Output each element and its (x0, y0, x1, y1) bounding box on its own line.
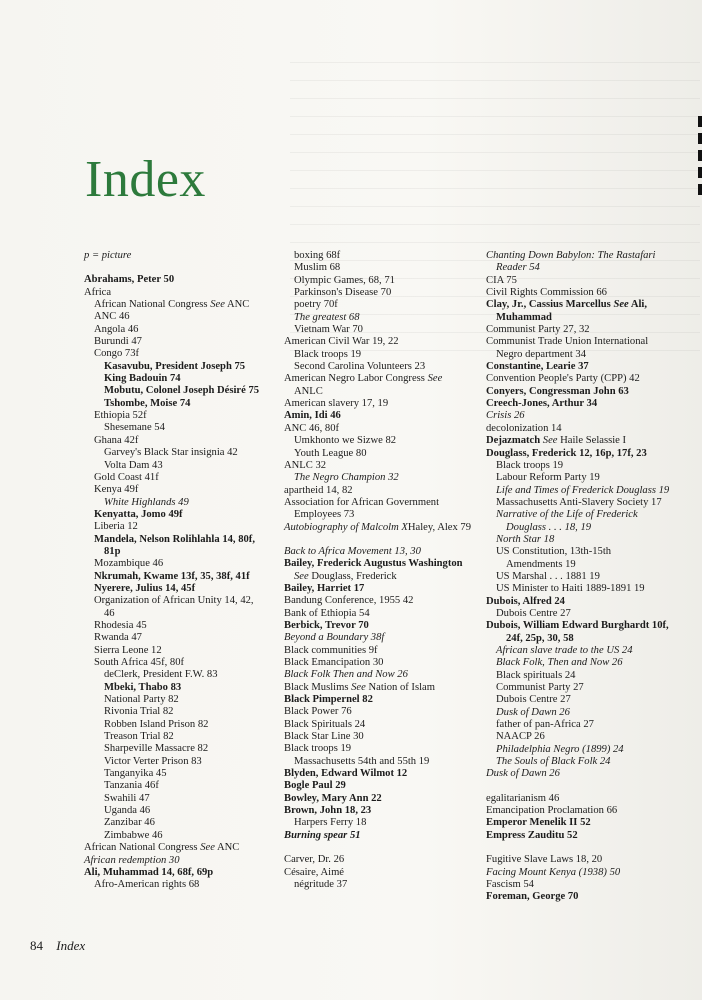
index-entry: Empress Zauditu 52 (486, 829, 578, 841)
index-subentry: Uganda 46 (104, 805, 151, 817)
page-footer (30, 938, 85, 954)
index-subentry: Gold Coast 41f (94, 471, 159, 483)
index-subentry: Zanzibar 46 (104, 817, 155, 829)
index-entry: Carver, Dr. 26 (284, 854, 345, 866)
index-subentry: Kenya 49f (94, 484, 139, 496)
index-entry: Black Star Line 30 (284, 731, 364, 743)
index-subentry: Angola 46 (94, 323, 139, 335)
index-entry-continued: Muhammad (496, 311, 552, 323)
index-entry: CIA 75 (486, 274, 517, 286)
index-subentry: Ethiopia 52f (94, 410, 147, 422)
index-column-2 (284, 250, 484, 891)
index-entry: Black Folk Then and Now 26 (284, 669, 408, 681)
index-subentry: Nkrumah, Kwame 13f, 35, 38f, 41f (94, 570, 250, 582)
index-subentry: Second Carolina Volunteers 23 (294, 361, 426, 373)
index-subentry-continued: 46 (104, 607, 115, 619)
page-title: Index (85, 151, 206, 208)
index-subentry: Youth League 80 (294, 447, 367, 459)
index-subentry: Black troops 19 (294, 348, 362, 360)
index-subentry: Mandela, Nelson Rolihlahla 14, 80f, (94, 533, 255, 545)
index-subentry: Black spirituals 24 (496, 669, 576, 681)
index-entry: Chanting Down Babylon: The Rastafari (486, 250, 656, 261)
index-entry: Fugitive Slave Laws 18, 20 (486, 854, 603, 866)
index-subentry: Garvey's Black Star insignia 42 (104, 447, 238, 459)
index-column-1 (84, 250, 284, 892)
index-entry-continued: Employees 73 (294, 509, 355, 521)
index-entry: Abrahams, Peter 50 (84, 274, 175, 286)
index-subentry: Rwanda 47 (94, 632, 142, 644)
index-subentry-continued: Douglass . . . 18, 19 (506, 521, 592, 533)
index-subentry: Parkinson's Disease 70 (294, 287, 392, 299)
index-subentry: African slave trade to the US 24 (496, 645, 633, 656)
edge-tab-mark (698, 116, 702, 127)
index-subentry: Volta Dam 43 (104, 459, 163, 471)
index-entry: Civil Rights Commission 66 (486, 287, 607, 299)
index-subentry: Rivonia Trial 82 (104, 706, 174, 718)
index-subentry-continued: 81p (104, 545, 121, 557)
index-subentry: Mbeki, Thabo 83 (104, 681, 182, 693)
index-subentry: Philadelphia Negro (1899) 24 (496, 743, 624, 755)
index-entry: Dubois, Alfred 24 (486, 595, 565, 607)
index-entry-continued: Negro department 34 (496, 348, 587, 360)
index-entry: Bandung Conference, 1955 42 (284, 595, 414, 607)
index-entry-continued: ANLC (294, 385, 323, 397)
index-subentry: Mozambique 46 (94, 558, 164, 570)
index-entry: Berbick, Trevor 70 (284, 619, 369, 631)
index-subentry: US Marshal . . . 1881 19 (496, 570, 600, 582)
index-entry: Césaire, Aimé (284, 866, 345, 878)
index-subentry: Rhodesia 45 (94, 619, 147, 631)
index-entry: Facing Mount Kenya (1938) 50 (486, 866, 621, 878)
index-entry: Back to Africa Movement 13, 30 (284, 545, 421, 557)
index-entry: Dubois, William Edward Burghardt 10f, (486, 620, 669, 632)
index-entry: Emperor Menelik II 52 (486, 817, 591, 829)
index-subentry: South Africa 45f, 80f (94, 657, 185, 668)
index-entry: Emancipation Proclamation 66 (486, 805, 618, 817)
index-entry: American Civil War 19, 22 (284, 336, 399, 348)
index-entry: Bogle Paul 29 (284, 780, 346, 792)
index-entry: Black Pimpernel 82 (284, 694, 373, 706)
index-subentry: Zimbabwe 46 (104, 829, 163, 841)
index-subentry: Black Folk, Then and Now 26 (496, 657, 623, 669)
index-subentry: Muslim 68 (294, 262, 341, 274)
index-entry-continued: 24f, 25p, 30, 58 (506, 632, 574, 644)
index-subentry: Kenyatta, Jomo 49f (94, 508, 183, 520)
index-entry: Black troops 19 (284, 743, 352, 755)
index-entry: Foreman, George 70 (486, 891, 579, 903)
index-entry: Ali, Muhammad 14, 68f, 69p (84, 866, 214, 878)
index-subentry: North Star 18 (496, 533, 555, 545)
index-entry: Clay, Jr., Cassius Marcellus See Ali, (486, 299, 647, 311)
index-entry: Conyers, Congressman John 63 (486, 385, 629, 397)
index-subentry: Ghana 42f (94, 434, 139, 446)
index-entry-continued: Reader 54 (496, 262, 540, 274)
index-entry: Constantine, Learie 37 (486, 361, 589, 373)
index-entry: Dusk of Dawn 26 (486, 768, 560, 780)
index-subentry: Organization of African Unity 14, 42, (94, 595, 254, 607)
index-entry: Bank of Ethiopia 54 (284, 607, 370, 619)
index-column-3 (486, 250, 686, 904)
index-subentry: Robben Island Prison 82 (104, 718, 209, 730)
index-subentry: Afro-American rights 68 (94, 879, 200, 891)
index-entry: Dejazmatch See Haile Selassie I (486, 435, 627, 447)
index-entry: ANLC 32 (284, 459, 327, 471)
footer-label: Index (56, 938, 86, 953)
index-entry: American Negro Labor Congress See (284, 373, 443, 385)
index-entry: American slavery 17, 19 (284, 398, 389, 410)
index-entry: African redemption 30 (84, 854, 180, 866)
index-entry: Bailey, Frederick Augustus Washington (284, 558, 463, 570)
index-entry: Black Muslims See Nation of Islam (284, 681, 435, 693)
index-subentry: Sharpeville Massacre 82 (104, 743, 209, 755)
index-entry: Autobiography of Malcolm XHaley, Alex 79 (284, 521, 472, 533)
index-entry: Black communities 9f (284, 644, 378, 656)
index-entry: Burning spear 51 (284, 829, 361, 841)
index-entry: decolonization 14 (486, 422, 562, 434)
index-subentry: Black troops 19 (496, 459, 564, 471)
index-subentry: Vietnam War 70 (294, 324, 363, 336)
index-subentry: Shesemane 54 (104, 422, 165, 434)
index-subentry: Massachusetts Anti-Slavery Society 17 (496, 496, 662, 508)
index-subentry: Swahili 47 (104, 792, 150, 804)
index-entry: Bowley, Mary Ann 22 (284, 792, 382, 804)
index-subentry-continued: Amendments 19 (506, 558, 576, 570)
index-subentry: King Badouin 74 (104, 373, 181, 385)
index-subentry: Kasavubu, President Joseph 75 (104, 360, 246, 372)
index-subentry: Liberia 12 (94, 521, 138, 533)
index-entry: Association for African Government (284, 496, 440, 508)
index-subentry: Burundi 47 (94, 336, 142, 348)
index-subentry: Victor Verter Prison 83 (104, 755, 202, 767)
index-subentry: Massachusetts 54th and 55th 19 (294, 755, 430, 767)
edge-tab-mark (698, 184, 702, 195)
index-subentry: US Constitution, 13th-15th (496, 546, 612, 558)
index-subentry: boxing 68f (294, 250, 341, 261)
index-entry: Black Emancipation 30 (284, 657, 384, 668)
index-subentry: ANC 46 (94, 311, 130, 323)
index-subentry: Labour Reform Party 19 (496, 472, 600, 484)
index-subentry: Dubois Centre 27 (496, 694, 571, 706)
index-subentry: US Minister to Haiti 1889-1891 19 (496, 583, 645, 595)
index-subentry: Mobutu, Colonel Joseph Désiré 75 (104, 385, 260, 397)
index-entry: ANC 46, 80f (284, 422, 340, 434)
page-number: 84 (30, 938, 43, 953)
index-subentry: Tanzania 46f (104, 780, 159, 792)
index-entry: African National Congress See ANC (84, 842, 240, 854)
index-subentry: Narrative of the Life of Frederick (496, 509, 638, 521)
index-entry: Black Power 76 (284, 706, 352, 718)
index-entry: Africa (84, 286, 112, 298)
index-subentry: Umkhonto we Sizwe 82 (294, 435, 397, 447)
index-subentry: poetry 70f (294, 299, 338, 311)
index-subentry: National Party 82 (104, 694, 179, 706)
index-subentry: Congo 73f (94, 348, 140, 360)
index-subentry: NAACP 26 (496, 731, 545, 743)
index-entry: Bailey, Harriet 17 (284, 582, 365, 594)
index-subentry: Olympic Games, 68, 71 (294, 274, 395, 286)
index-subentry: The greatest 68 (294, 311, 360, 323)
index-entry: Blyden, Edward Wilmot 12 (284, 768, 408, 780)
index-subentry: Treason Trial 82 (104, 731, 174, 743)
index-entry: Brown, John 18, 23 (284, 805, 372, 817)
index-entry: Douglass, Frederick 12, 16p, 17f, 23 (486, 447, 647, 459)
index-subentry: Dusk of Dawn 26 (496, 706, 570, 718)
index-subentry: négritude 37 (294, 878, 348, 890)
index-subentry: father of pan-Africa 27 (496, 719, 594, 731)
index-subentry: Life and Times of Frederick Douglass 19 (496, 484, 670, 496)
edge-tab-mark (698, 150, 702, 161)
index-subentry: The Negro Champion 32 (294, 472, 399, 484)
index-subentry: White Highlands 49 (104, 496, 189, 508)
index-subentry: The Souls of Black Folk 24 (496, 756, 611, 768)
index-subentry: Tshombe, Moise 74 (104, 397, 191, 409)
index-entry: Convention People's Party (CPP) 42 (486, 373, 640, 385)
index-entry: egalitarianism 46 (486, 792, 560, 804)
index-subentry: Sierra Leone 12 (94, 644, 162, 656)
edge-tab-mark (698, 133, 702, 144)
index-entry: Crisis 26 (486, 410, 525, 422)
index-entry: Communist Trade Union International (486, 336, 649, 348)
index-entry: Creech-Jones, Arthur 34 (486, 398, 598, 410)
index-subentry: Nyerere, Julius 14, 45f (94, 582, 196, 594)
index-subentry: Dubois Centre 27 (496, 607, 571, 619)
index-subentry: African National Congress See ANC (94, 299, 250, 311)
index-subentry: Communist Party 27 (496, 682, 584, 694)
index-entry: Black Spirituals 24 (284, 718, 366, 730)
index-entry: Amin, Idi 46 (284, 410, 341, 422)
index-entry: Fascism 54 (486, 878, 534, 890)
index-subentry: deClerk, President F.W. 83 (104, 669, 218, 681)
picture-legend: p = picture (84, 250, 132, 261)
index-entry: Communist Party 27, 32 (486, 324, 590, 336)
index-entry-continued: See Douglass, Frederick (294, 570, 397, 582)
edge-tab-mark (698, 167, 702, 178)
index-subentry: Tanganyika 45 (104, 768, 167, 780)
index-entry: apartheid 14, 82 (284, 484, 353, 496)
index-subentry: Harpers Ferry 18 (294, 817, 367, 829)
index-entry: Beyond a Boundary 38f (284, 632, 385, 644)
